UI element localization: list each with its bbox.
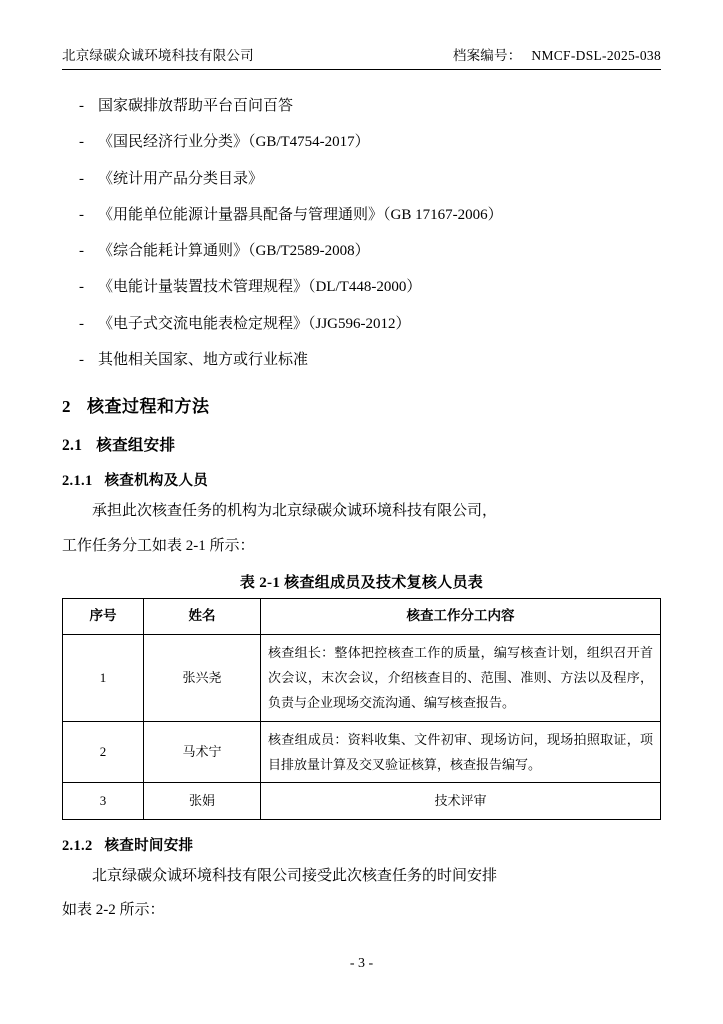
- list-dash-icon: -: [79, 352, 84, 369]
- header-archive-code: NMCF-DSL-2025-038: [531, 48, 661, 63]
- list-item: [62, 342, 661, 378]
- section-title: 核查过程和方法: [87, 397, 210, 417]
- paragraph-audit-time-line2: 如表 2-2 所示：: [62, 902, 165, 919]
- cell-desc: 技术评审: [261, 783, 661, 819]
- list-dash-icon: -: [79, 243, 84, 260]
- cell-desc: 核查组成员：资料收集、文件初审、现场访问，现场拍照取证，项目排放量计算及交叉验证核算，核查报告编写。: [261, 721, 661, 783]
- section-heading-2-1: [62, 433, 661, 455]
- list-item: [62, 269, 661, 305]
- section-number: 2.1.1: [62, 473, 93, 490]
- list-item-label: 《国民经济行业分类》（GB/T4754-2017）: [98, 134, 370, 151]
- cell-no: 1: [63, 634, 144, 721]
- list-dash-icon: -: [79, 279, 84, 296]
- list-item-label: 《统计用产品分类目录》: [98, 170, 264, 187]
- table-row: [63, 783, 661, 819]
- reference-standards-list: [62, 88, 661, 378]
- cell-desc: 核查组长：整体把控核查工作的质量，编写核查计划，组织召开首次会议，末次会议，介绍核查目的、范围、准则、方法以及程序，负责与企业现场交流沟通、编写核查报告。: [261, 634, 661, 721]
- list-item-label: 《综合能耗计算通则》（GB/T2589-2008）: [98, 243, 370, 260]
- section-heading-2: [62, 392, 661, 417]
- header-company-name: 北京绿碳众诚环境科技有限公司: [62, 48, 254, 63]
- list-dash-icon: -: [79, 170, 84, 187]
- list-item-label: 国家碳排放帮助平台百问百答: [98, 98, 294, 114]
- paragraph-audit-org-line1: 承担此次核查任务的机构为北京绿碳众诚环境科技有限公司，: [92, 503, 498, 520]
- list-dash-icon: -: [79, 315, 84, 332]
- list-dash-icon: -: [79, 134, 84, 151]
- table-header-row: [63, 599, 661, 634]
- list-item-label: 《电子式交流电能表检定规程》（JJG596-2012）: [98, 315, 411, 332]
- cell-name: 张兴尧: [144, 634, 261, 721]
- paragraph-audit-time-line1: 北京绿碳众诚环境科技有限公司接受此次核查任务的时间安排: [92, 867, 498, 884]
- section-heading-2-1-1: [62, 469, 661, 490]
- section-title: 核查机构及人员: [104, 473, 209, 490]
- list-item: [62, 197, 661, 233]
- column-header-no: 序号: [63, 599, 144, 634]
- header-archive: [453, 44, 661, 64]
- section-number: 2.1: [62, 437, 83, 455]
- section-title: 核查时间安排: [104, 837, 194, 854]
- header-archive-label: 档案编号：: [452, 48, 522, 63]
- list-item: [62, 88, 661, 124]
- list-item: [62, 233, 661, 269]
- list-item-label: 其他相关国家、地方或行业标准: [98, 352, 309, 369]
- section-number: 2: [62, 397, 71, 417]
- section-heading-2-1-2: [62, 834, 661, 855]
- page-header: [62, 44, 661, 70]
- cell-no: 3: [63, 783, 144, 819]
- list-item: [62, 306, 661, 342]
- section-title: 核查组安排: [96, 437, 176, 455]
- table-row: [63, 721, 661, 783]
- paragraph-audit-org-line2: 工作任务分工如表 2-1 所示：: [62, 537, 255, 554]
- table-audit-team: [62, 598, 661, 819]
- table-row: [63, 634, 661, 721]
- cell-name: 马术宁: [144, 721, 261, 783]
- list-dash-icon: -: [79, 98, 84, 114]
- page-number: - 3 -: [349, 956, 374, 971]
- table-caption-2-1: 表 2-1 核查组成员及技术复核人员表: [239, 575, 484, 592]
- page-content: [62, 70, 661, 928]
- list-item: [62, 124, 661, 160]
- list-item: [62, 161, 661, 197]
- list-item-label: 《电能计量装置技术管理规程》（DL/T448-2000）: [98, 279, 422, 296]
- column-header-name: 姓名: [144, 599, 261, 634]
- cell-no: 2: [63, 721, 144, 783]
- section-number: 2.1.2: [62, 837, 93, 854]
- cell-name: 张娟: [144, 783, 261, 819]
- column-header-desc: 核查工作分工内容: [261, 599, 661, 634]
- list-item-label: 《用能单位能源计量器具配备与管理通则》（GB 17167-2006）: [98, 206, 503, 223]
- list-dash-icon: -: [79, 206, 84, 223]
